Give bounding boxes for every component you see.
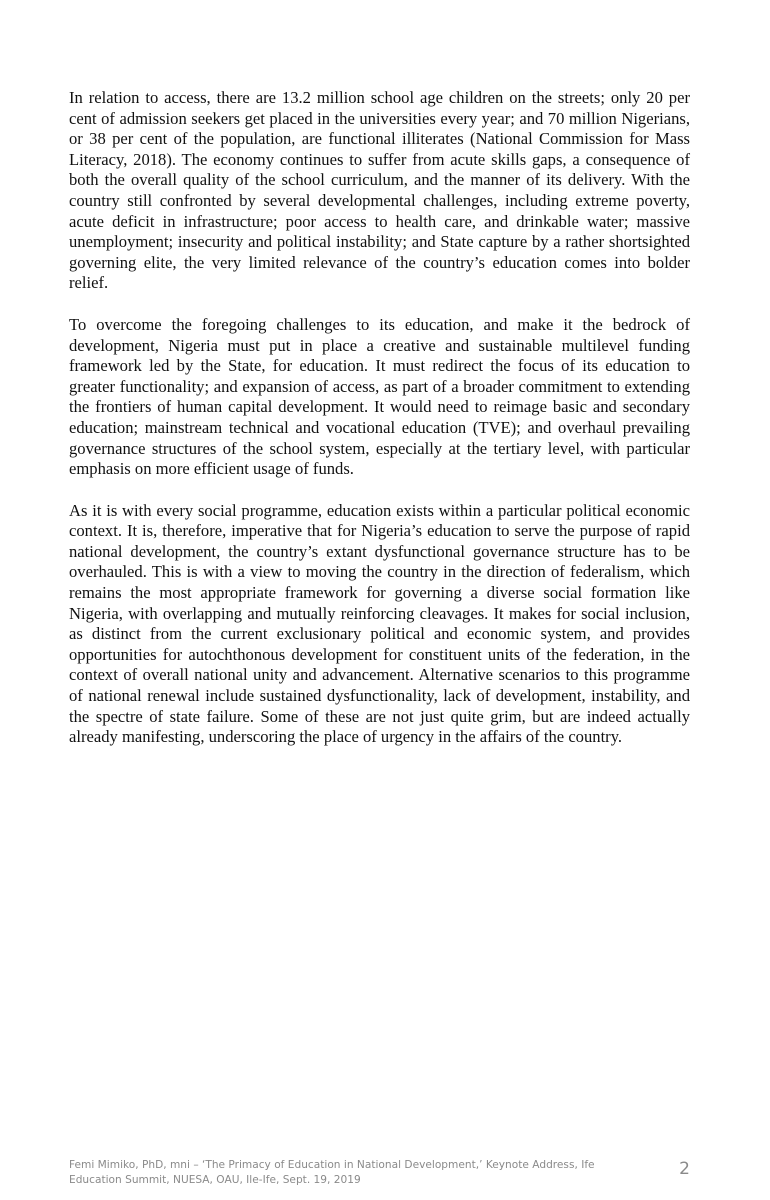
paragraph-challenges: To overcome the foregoing challenges to its education, and make it the bedrock of development, Nigeria must put in place a creative and sustainable multilevel funding framework led by the State, for education. It must redirect the focus of its education to greater functionality; and expansion of access, as part of a broader commitment to extending the frontiers of human capital development. It would need to reimage basic and secondary education; mainstream technical and vocational education (TVE); and overhaul prevailing governance structures of the school system, especially at the tertiary level, with particular emphasis on more efficient usage of funds. bbox=[69, 314, 690, 479]
document-body bbox=[69, 88, 690, 769]
page-footer bbox=[69, 1158, 690, 1188]
footer-citation: Femi Mimiko, PhD, mni – ‘The Primacy of Education in National Development,’ Keynote Address, Ife Education Summit, NUESA, OAU, Ile-Ife, Sept. 19, 2019 bbox=[69, 1159, 595, 1186]
paragraph-political-context: As it is with every social programme, education exists within a particular political economic context. It is, therefore, imperative that for Nigeria’s education to serve the purpose of rapid national development, the country’s extant dysfunctional governance structure has to be overhauled. This is with a view to moving the country in the direction of federalism, which remains the most appropriate framework for governing a diverse social formation like Nigeria, with overlapping and mutually reinforcing cleavages. It makes for social inclusion, as distinct from the current exclusionary political and economic system, and provides opportunities for autochthonous development for constituent units of the federation, in the context of overall national unity and advancement. Alternative scenarios to this programme of national renewal include sustained dysfunctionality, lack of development, instability, and the spectre of state failure. Some of these are not just quite grim, but are indeed actually already manifesting, underscoring the place of urgency in the affairs of the country. bbox=[69, 500, 690, 747]
paragraph-access: In relation to access, there are 13.2 million school age children on the streets; only 20 per cent of admission seekers get placed in the universities every year; and 70 million Nigerians, or 38 per cent of the population, are functional illiterates (National Commission for Mass Literacy, 2018). The economy continues to suffer from acute skills gaps, a consequence of both the overall quality of the school curriculum, and the manner of its delivery. With the country still confronted by several developmental challenges, including extreme poverty, acute deficit in infrastructure; poor access to health care, and drinkable water; massive unemployment; insecurity and political instability; and State capture by a rather shortsighted governing elite, the very limited relevance of the country’s education comes into bolder relief. bbox=[69, 88, 690, 293]
page-number: 2 bbox=[679, 1159, 690, 1179]
